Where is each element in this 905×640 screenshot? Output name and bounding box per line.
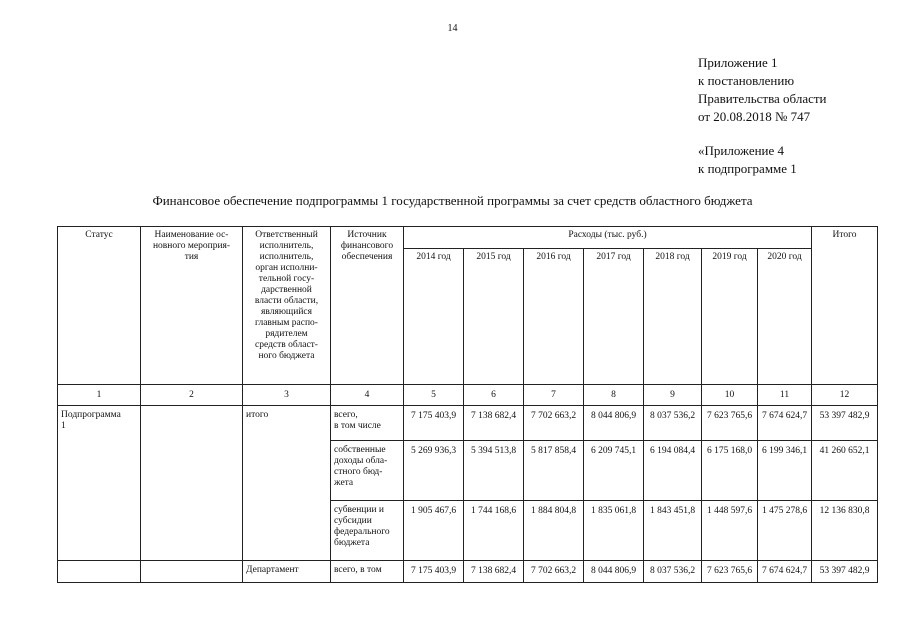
header-year: 2018 год — [644, 249, 702, 385]
value-cell: 1 835 061,8 — [584, 501, 644, 561]
responsible-cell: итого — [243, 406, 331, 561]
financing-table — [57, 226, 878, 583]
value-cell: 5 817 858,4 — [524, 441, 584, 501]
total-cell: 53 397 482,9 — [812, 406, 878, 441]
header-source: Источник финансового обеспечения — [331, 227, 404, 385]
column-number: 10 — [702, 385, 758, 406]
header-year: 2019 год — [702, 249, 758, 385]
header-status: Статус — [58, 227, 141, 385]
column-number: 6 — [464, 385, 524, 406]
appendix-line: Приложение 1 — [698, 55, 778, 70]
header-name: Наименование ос- новного мероприя- тия — [141, 227, 243, 385]
header-expenses: Расходы (тыс. руб.) — [404, 227, 812, 249]
header-year: 2014 год — [404, 249, 464, 385]
appendix-line: «Приложение 4 — [698, 143, 785, 158]
appendix-line: Правительства области — [698, 91, 827, 106]
name-cell — [141, 406, 243, 561]
total-cell: 41 260 652,1 — [812, 441, 878, 501]
value-cell: 7 623 765,6 — [702, 406, 758, 441]
value-cell: 1 448 597,6 — [702, 501, 758, 561]
value-cell: 7 702 663,2 — [524, 406, 584, 441]
header-responsible: Ответственный исполнитель, исполнитель, орган исполни- тельной госу- дарственной власти области, являющийся главным распо- рядителем средств област- ного бюджета — [243, 227, 331, 385]
column-number-row — [58, 385, 878, 406]
total-cell: 53 397 482,9 — [812, 561, 878, 583]
column-number: 7 — [524, 385, 584, 406]
value-cell: 7 138 682,4 — [464, 406, 524, 441]
value-cell: 7 175 403,9 — [404, 561, 464, 583]
source-cell: субвенции и субсидии федерального бюджета — [331, 501, 404, 561]
appendix-line: к подпрограмме 1 — [698, 161, 797, 176]
value-cell: 1 905 467,6 — [404, 501, 464, 561]
appendix-gap — [698, 126, 827, 142]
value-cell: 8 044 806,9 — [584, 561, 644, 583]
column-number: 2 — [141, 385, 243, 406]
value-cell: 5 394 513,8 — [464, 441, 524, 501]
header-year: 2016 год — [524, 249, 584, 385]
value-cell: 8 037 536,2 — [644, 406, 702, 441]
page-number: 14 — [447, 23, 458, 34]
value-cell: 1 744 168,6 — [464, 501, 524, 561]
appendix-line: от 20.08.2018 № 747 — [698, 109, 811, 124]
appendix-line: к постановлению — [698, 73, 795, 88]
value-cell: 7 175 403,9 — [404, 406, 464, 441]
column-number: 4 — [331, 385, 404, 406]
value-cell: 8 037 536,2 — [644, 561, 702, 583]
column-number: 1 — [58, 385, 141, 406]
header-year: 2020 год — [758, 249, 812, 385]
column-number: 8 — [584, 385, 644, 406]
responsible-cell: Департамент — [243, 561, 331, 583]
appendix-block — [698, 54, 827, 178]
value-cell: 6 194 084,4 — [644, 441, 702, 501]
value-cell: 7 674 624,7 — [758, 561, 812, 583]
source-cell: всего, в том числе — [331, 406, 404, 441]
column-number: 11 — [758, 385, 812, 406]
name-cell — [141, 561, 243, 583]
value-cell: 1 843 451,8 — [644, 501, 702, 561]
header-year: 2017 год — [584, 249, 644, 385]
column-number: 9 — [644, 385, 702, 406]
column-number: 3 — [243, 385, 331, 406]
status-cell: Подпрограмма 1 — [58, 406, 141, 561]
table-row — [58, 561, 878, 583]
value-cell: 6 175 168,0 — [702, 441, 758, 501]
source-cell: собственные доходы обла- стного бюд- жета — [331, 441, 404, 501]
value-cell: 8 044 806,9 — [584, 406, 644, 441]
status-cell — [58, 561, 141, 583]
value-cell: 5 269 936,3 — [404, 441, 464, 501]
header-total: Итого — [812, 227, 878, 385]
value-cell: 7 623 765,6 — [702, 561, 758, 583]
value-cell: 1 884 804,8 — [524, 501, 584, 561]
table-row — [58, 406, 878, 441]
total-cell: 12 136 830,8 — [812, 501, 878, 561]
value-cell: 7 674 624,7 — [758, 406, 812, 441]
value-cell: 1 475 278,6 — [758, 501, 812, 561]
value-cell: 6 209 745,1 — [584, 441, 644, 501]
document-title: Финансовое обеспечение подпрограммы 1 государственной программы за счет средств областного бюджета — [152, 193, 753, 208]
value-cell: 6 199 346,1 — [758, 441, 812, 501]
column-number: 12 — [812, 385, 878, 406]
source-cell: всего, в том — [331, 561, 404, 583]
header-row — [58, 227, 878, 249]
column-number: 5 — [404, 385, 464, 406]
header-year: 2015 год — [464, 249, 524, 385]
value-cell: 7 138 682,4 — [464, 561, 524, 583]
value-cell: 7 702 663,2 — [524, 561, 584, 583]
